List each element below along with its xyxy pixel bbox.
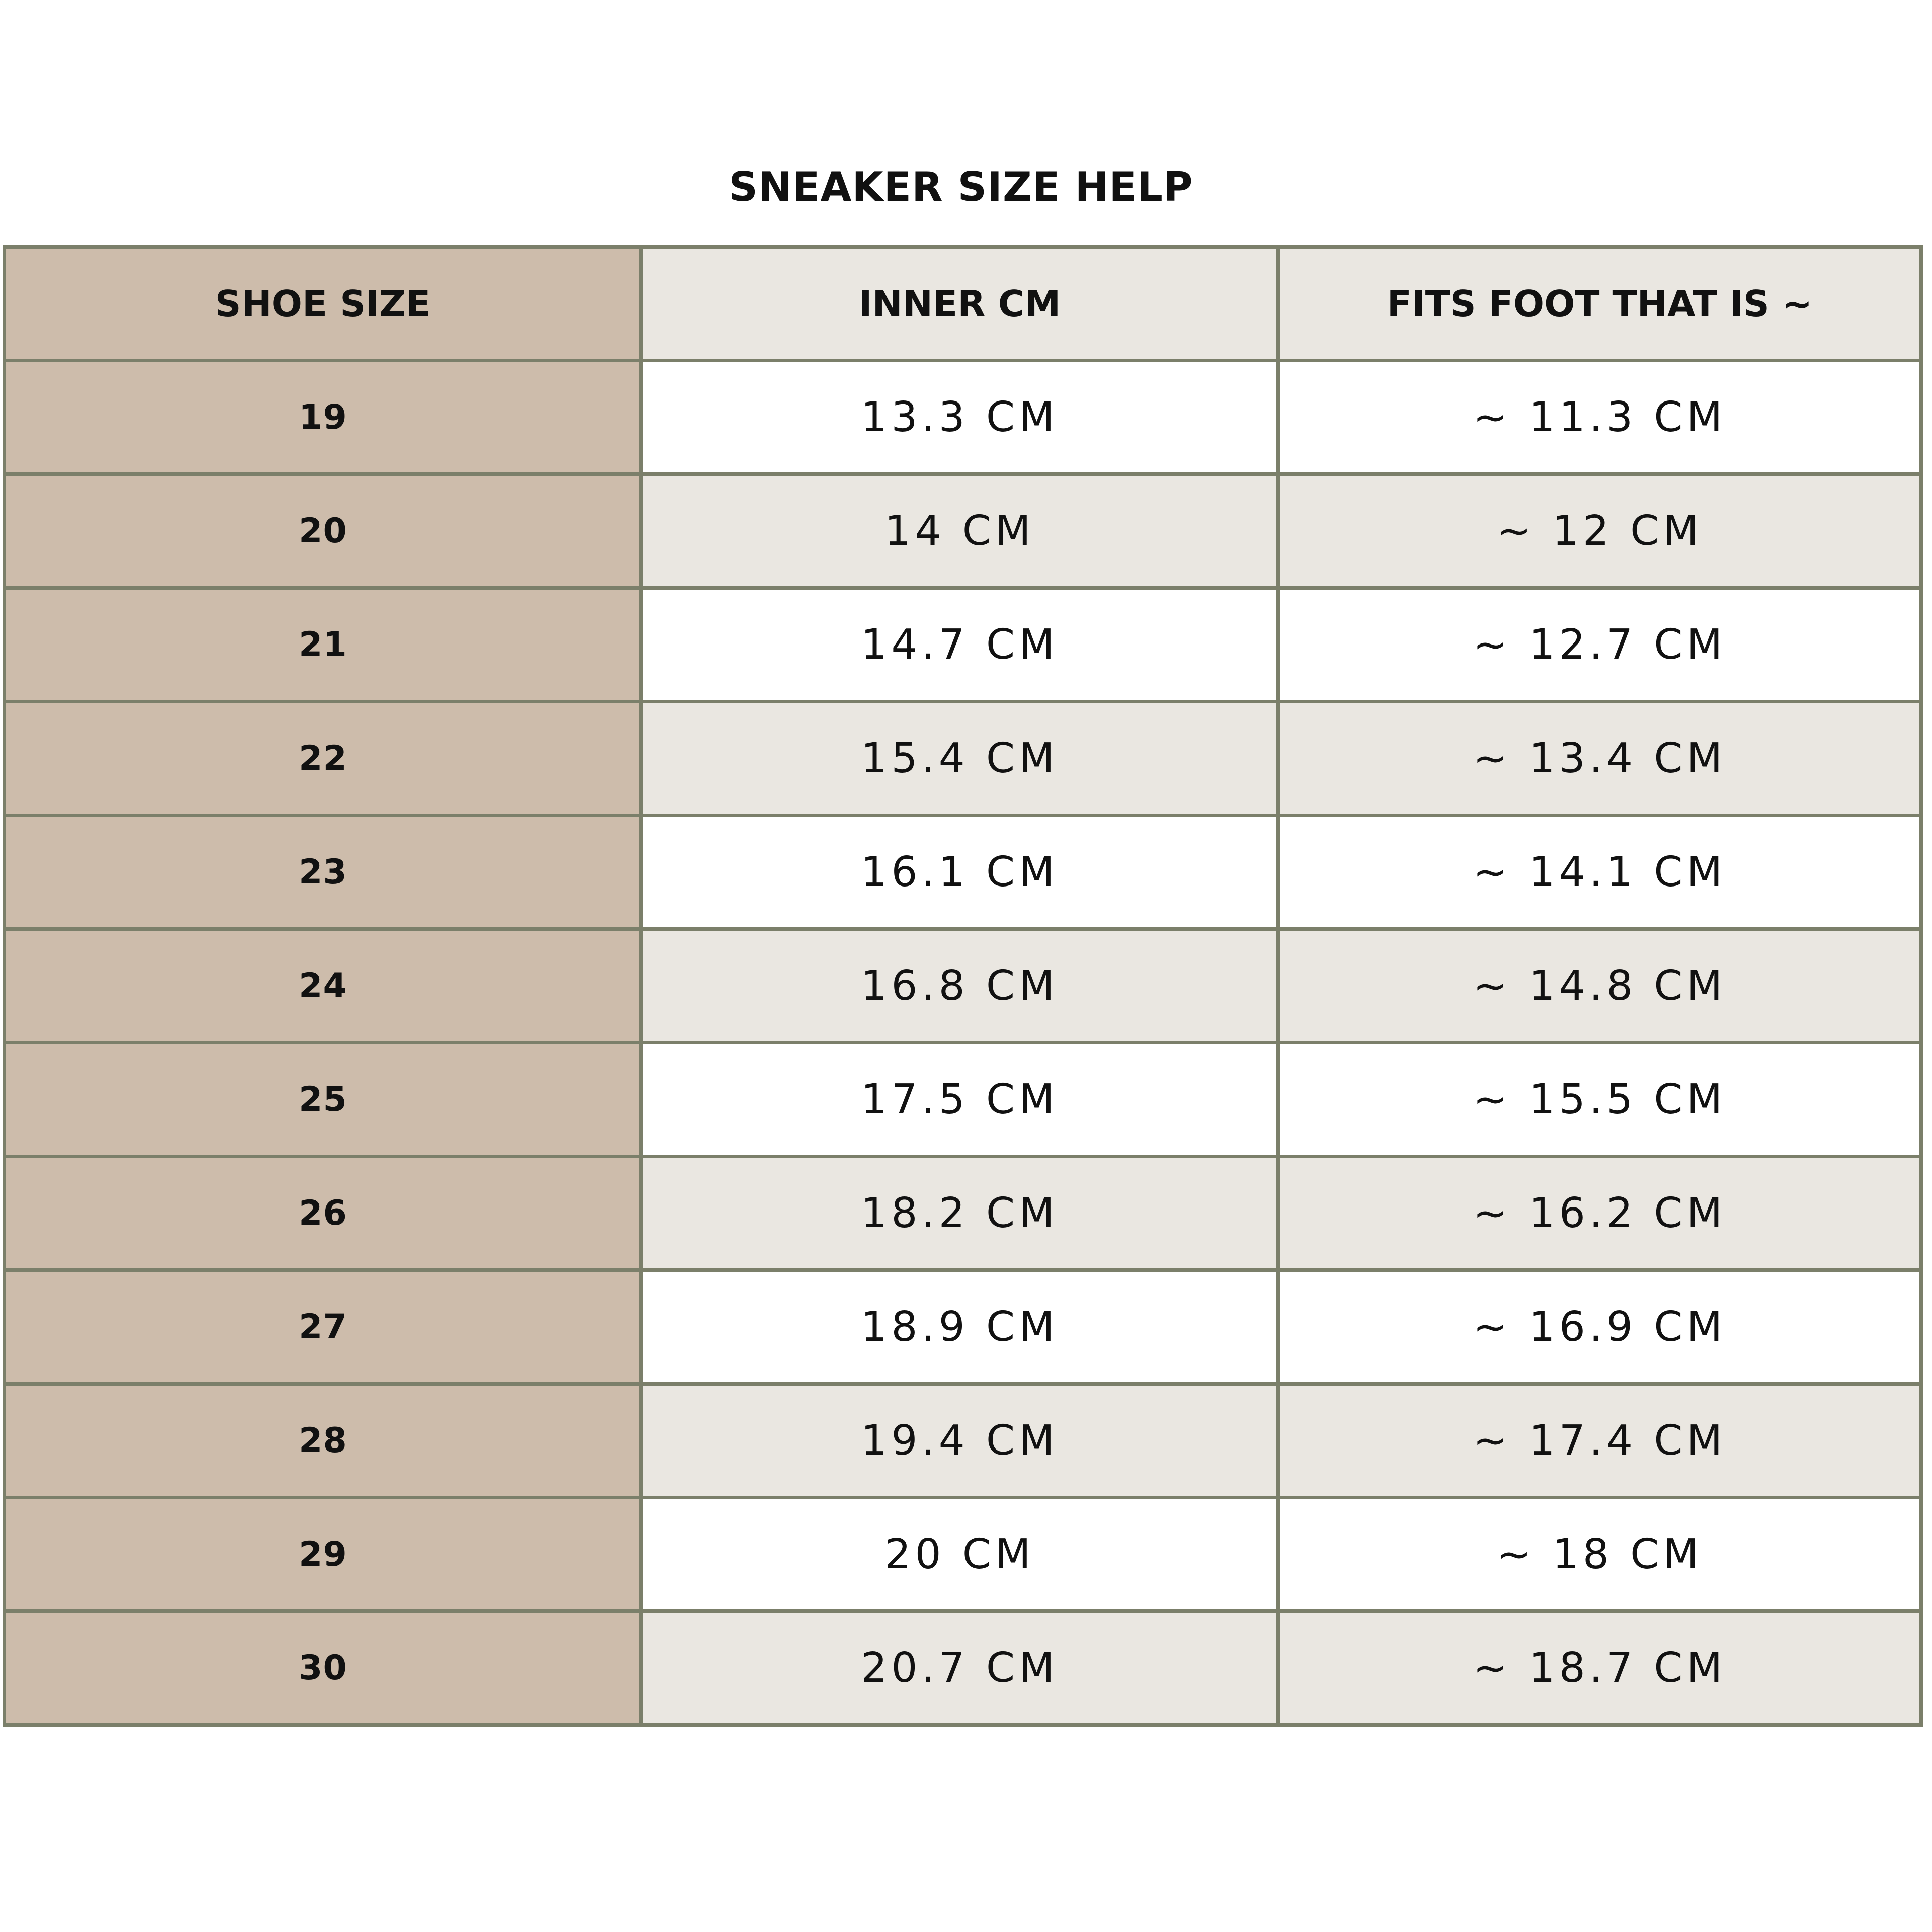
inner-cm-cell: 14.7 CM (641, 588, 1278, 702)
inner-cm-cell: 14 CM (641, 474, 1278, 588)
table-row (5, 1498, 1921, 1612)
shoe-size-cell: 21 (5, 588, 641, 702)
fits-foot-cell: ~ 14.8 CM (1278, 929, 1921, 1043)
table-row (5, 588, 1921, 702)
inner-cm-cell: 20 CM (641, 1498, 1278, 1612)
fits-foot-cell: ~ 11.3 CM (1278, 361, 1921, 474)
fits-foot-cell: ~ 13.4 CM (1278, 702, 1921, 816)
table-row (5, 816, 1921, 929)
table-row (5, 929, 1921, 1043)
shoe-size-cell: 20 (5, 474, 641, 588)
table-row (5, 1612, 1921, 1725)
table-header-row (5, 247, 1921, 361)
page-title: SNEAKER SIZE HELP (729, 164, 1193, 210)
inner-cm-cell: 16.8 CM (641, 929, 1278, 1043)
inner-cm-cell: 18.9 CM (641, 1270, 1278, 1384)
shoe-size-cell: 28 (5, 1384, 641, 1498)
shoe-size-cell: 24 (5, 929, 641, 1043)
fits-foot-cell: ~ 17.4 CM (1278, 1384, 1921, 1498)
shoe-size-cell: 19 (5, 361, 641, 474)
table-row (5, 1270, 1921, 1384)
inner-cm-cell: 17.5 CM (641, 1043, 1278, 1157)
fits-foot-cell: ~ 12.7 CM (1278, 588, 1921, 702)
fits-foot-cell: ~ 12 CM (1278, 474, 1921, 588)
shoe-size-cell: 23 (5, 816, 641, 929)
fits-foot-cell: ~ 16.9 CM (1278, 1270, 1921, 1384)
shoe-size-cell: 25 (5, 1043, 641, 1157)
shoe-size-cell: 26 (5, 1157, 641, 1270)
header-shoe-size: SHOE SIZE (5, 247, 641, 361)
shoe-size-cell: 27 (5, 1270, 641, 1384)
table-row (5, 1043, 1921, 1157)
inner-cm-cell: 19.4 CM (641, 1384, 1278, 1498)
table-row (5, 474, 1921, 588)
inner-cm-cell: 16.1 CM (641, 816, 1278, 929)
table-row (5, 1384, 1921, 1498)
inner-cm-cell: 13.3 CM (641, 361, 1278, 474)
fits-foot-cell: ~ 15.5 CM (1278, 1043, 1921, 1157)
header-inner-cm: INNER CM (641, 247, 1278, 361)
table-row (5, 702, 1921, 816)
fits-foot-cell: ~ 14.1 CM (1278, 816, 1921, 929)
fits-foot-cell: ~ 18.7 CM (1278, 1612, 1921, 1725)
fits-foot-cell: ~ 16.2 CM (1278, 1157, 1921, 1270)
shoe-size-cell: 22 (5, 702, 641, 816)
shoe-size-cell: 29 (5, 1498, 641, 1612)
shoe-size-cell: 30 (5, 1612, 641, 1725)
inner-cm-cell: 15.4 CM (641, 702, 1278, 816)
fits-foot-cell: ~ 18 CM (1278, 1498, 1921, 1612)
table-row (5, 1157, 1921, 1270)
size-chart-table (3, 245, 1923, 1727)
header-fits-foot: FITS FOOT THAT IS ~ (1278, 247, 1921, 361)
inner-cm-cell: 18.2 CM (641, 1157, 1278, 1270)
table-row (5, 361, 1921, 474)
inner-cm-cell: 20.7 CM (641, 1612, 1278, 1725)
